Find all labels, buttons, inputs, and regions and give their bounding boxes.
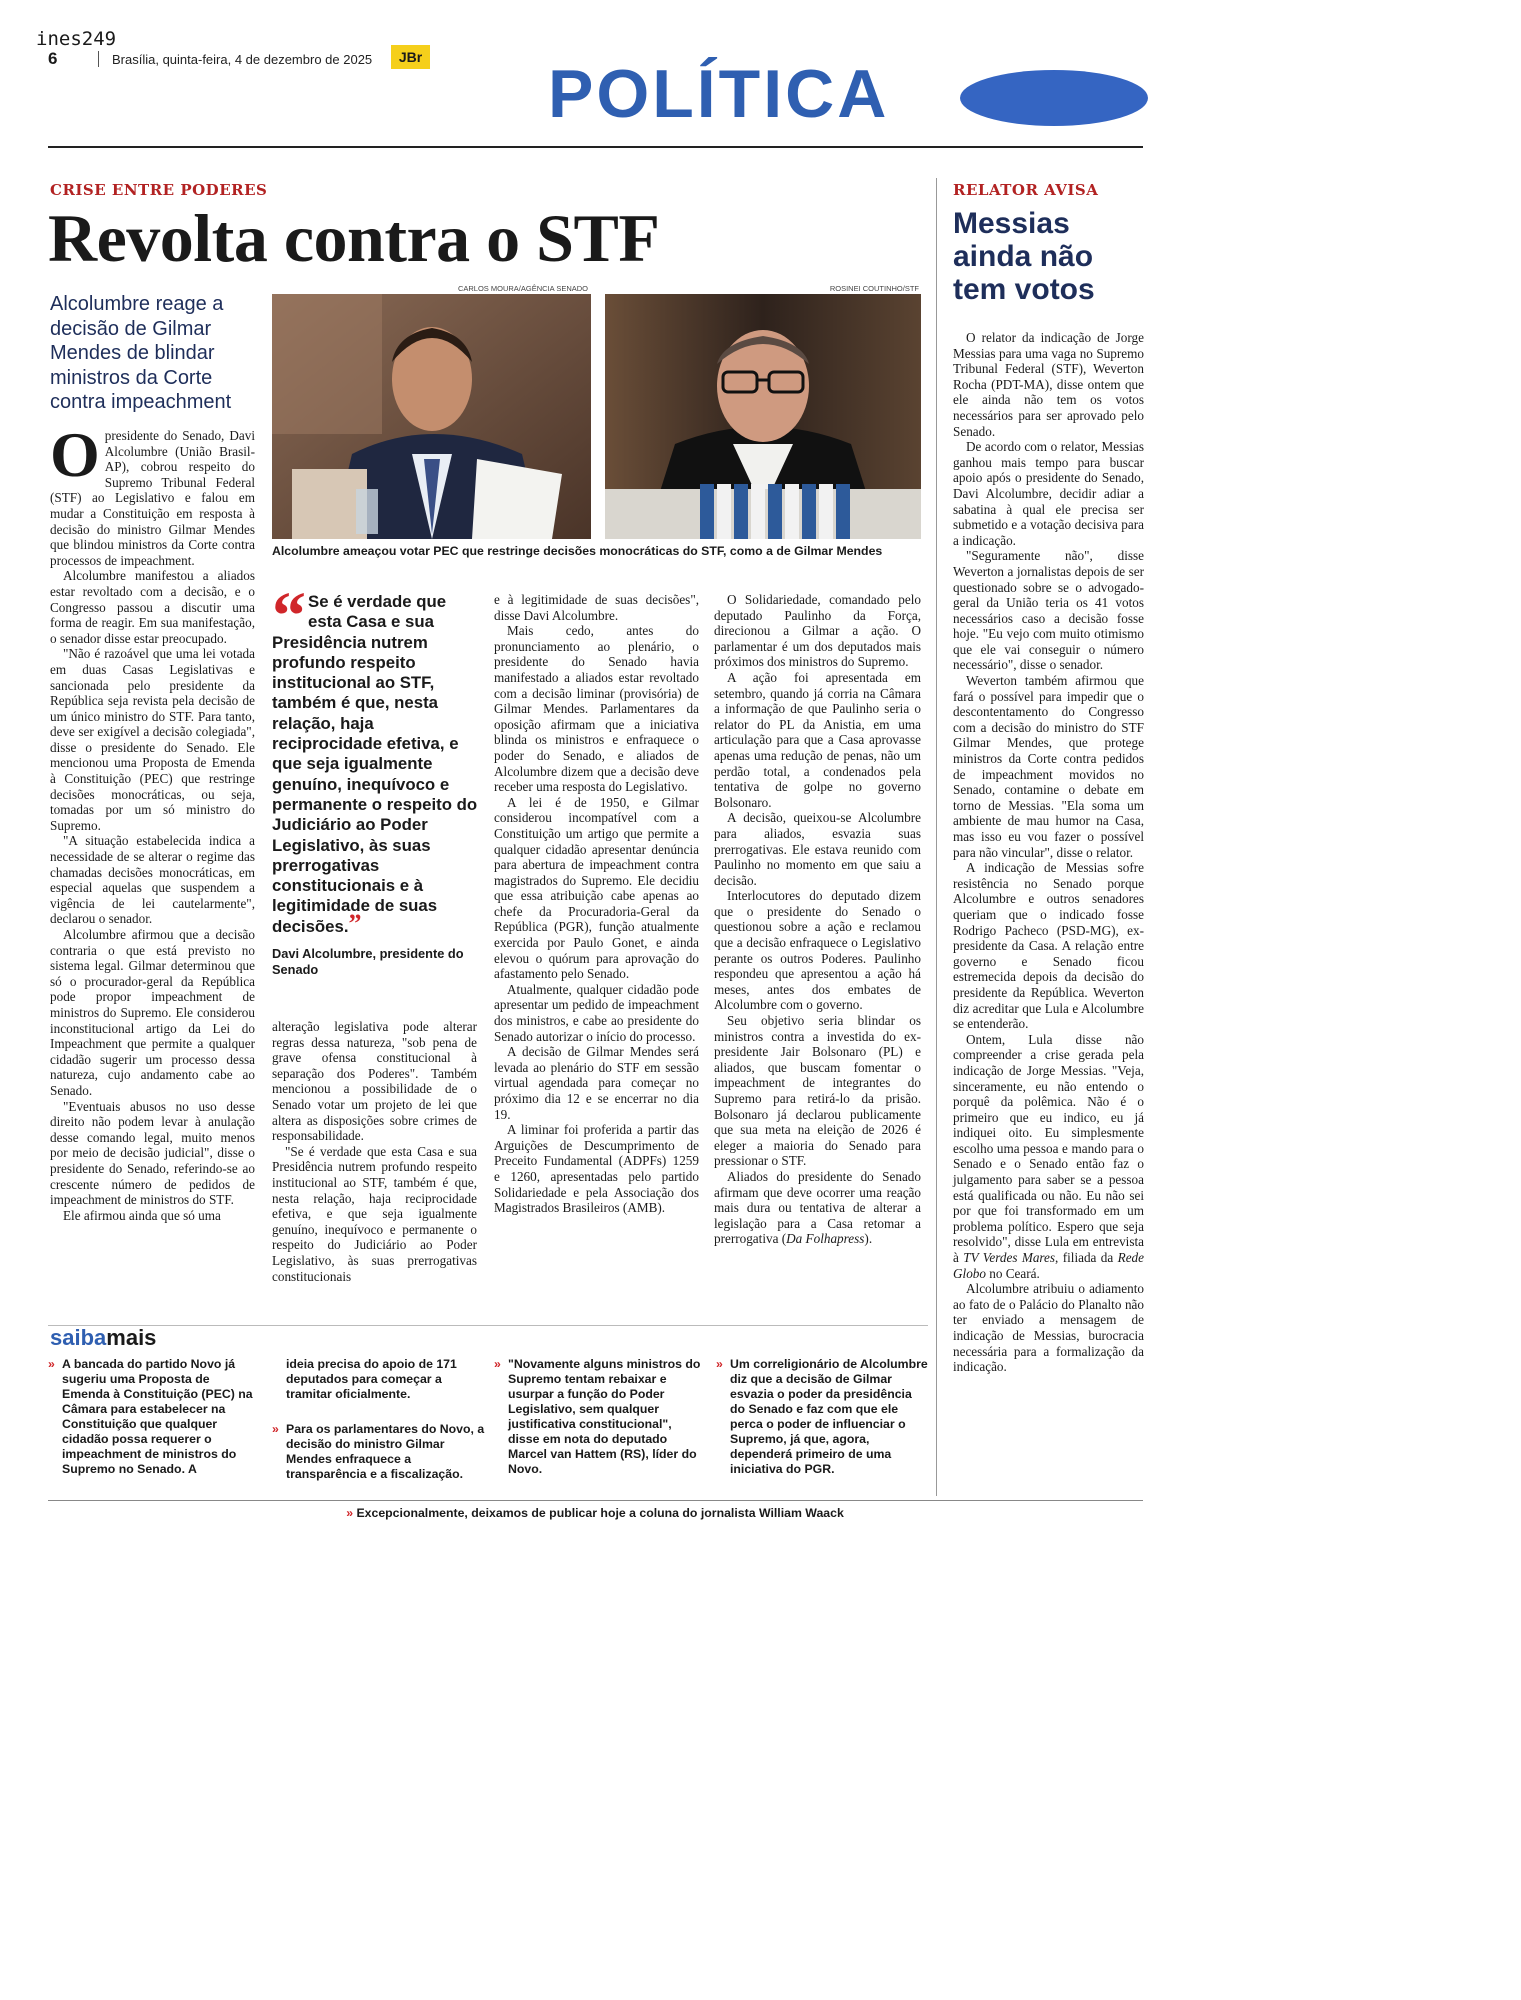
paragraph: De acordo com o relator, Messias ganhou mais tempo para buscar apoio após o presidente do Senado, Davi Alcolumbre, decidir adiar a sabatina à qual ele precisa ser submetido e a votação decisiva para a indicação. xyxy=(953,439,1144,548)
saiba-item: » Um correligionário de Alcolumbre diz que a decisão de Gilmar esvazia o poder da presidência do Senado e faz com que ele perca o poder de influenciar o Supremo, já que, agora, dependerá primeiro de uma iniciativa do PGR. xyxy=(716,1357,928,1476)
saiba-item: » "Novamente alguns ministros do Supremo tentam rebaixar e usurpar a função do Poder Legislativo, sem qualquer justificativa constitucional", disse em nota do deputado Marcel van Hattem (RS), líder do Novo. xyxy=(494,1357,701,1476)
paragraph: A ação foi apresentada em setembro, quando já corria na Câmara a informação de que Paulinho seria o relator do PL da Anistia, em uma articulação para que a Casa aprovasse apenas uma redução de penas, não um perdão total, a condenados pela tentativa de golpe no governo Bolsonaro. xyxy=(714,669,921,810)
tv-end: no Ceará. xyxy=(985,1265,1040,1281)
paragraph: Ele afirmou ainda que só uma xyxy=(63,1207,221,1223)
saiba-item: » A bancada do partido Novo já sugeriu uma Proposta de Emenda à Constituição (PEC) na Câmara para estabelecer na Constituição que qualquer cidadão possa requerer o impeachment de ministros do Supremo no Senado. A xyxy=(48,1357,253,1476)
quote-open-mark: “ xyxy=(272,577,306,653)
photo-caption: Alcolumbre ameaçou votar PEC que restringe decisões monocráticas do STF, como a de Gilmar Mendes xyxy=(272,544,883,558)
main-col-3 xyxy=(494,592,699,1216)
paragraph: "A situação estabelecida indica a necessidade de se alterar o regime das chamadas decisões monocráticas, em especial aquelas que suspendem a vigência de lei cautelarmente", declarou o senador. xyxy=(50,833,255,927)
saiba-rule xyxy=(48,1325,928,1326)
arrow-icon: » xyxy=(346,1506,354,1520)
side-body xyxy=(953,330,1144,1375)
dateline: Brasília, quinta-feira, 4 de dezembro de 2025 xyxy=(112,52,373,67)
paragraph: Mais cedo, antes do pronunciamento ao plenário, o presidente do Senado havia manifestado a aliados estar revoltado com a decisão liminar (provisória) de Gilmar Mendes. Parlamentares da oposição afirmam que a iniciativa blinda os ministros e enfraquece o poder do Senado, e aliados de Alcolumbre dizem que a decisão deve receber uma resposta do Legislativo. xyxy=(494,623,699,795)
paragraph: Aliados do presidente do Senado afirmam que deve ocorrer uma reação mais dura ou tentativa de alterar a legislação para a Casa retomar a prerrogativa xyxy=(714,1168,921,1247)
arrow-icon: » xyxy=(48,1357,55,1371)
main-col-1 xyxy=(50,419,255,1223)
paragraph: A liminar foi proferida a partir das Arguições de Descumprimento de Preceito Fundamental (ADPFs) 1259 e 1260, apresentadas pelo partido Solidariedade e pela Associação dos Magistrados Brasileiros (AMB). xyxy=(494,1122,699,1216)
section-ellipse xyxy=(960,70,1148,126)
paragraph: A decisão, queixou-se Alcolumbre para aliados, esvazia suas prerrogativas. Ele estava reunido com Paulinho no momento em que saiu a decisão. xyxy=(714,810,921,888)
side-kicker: RELATOR AVISA xyxy=(953,181,1099,199)
saiba-label-b: mais xyxy=(106,1325,157,1350)
main-deck: Alcolumbre reage a decisão de Gilmar Mendes de blindar ministros da Corte contra impeachment xyxy=(50,293,232,414)
header-rule xyxy=(48,146,1143,148)
paragraph: Interlocutores do deputado dizem que o presidente do Senado o questionou sobre a ação e reclamou que a decisão enfraquece o Legislativo perante os outros Poderes. Paulinho respondeu que apresentou a ação há meses, antes dos embates de Alcolumbre com o governo. xyxy=(714,888,921,1013)
source-close: ). xyxy=(864,1231,873,1247)
main-kicker: CRISE ENTRE PODERES xyxy=(50,181,268,199)
column-divider xyxy=(936,178,937,1496)
section-title: POLÍTICA xyxy=(548,56,890,132)
paragraph: presidente do Senado, Davi Alcolumbre (União Brasil-AP), cobrou respeito do Supremo Tribunal Federal (STF) ao Legislativo e falou em mudar a Constituição em resposta à decisão do ministro Gilmar Mendes que blindou ministros da Corte contra processos de impeachment. xyxy=(50,428,255,568)
source-credit: Da Folhapress xyxy=(786,1231,865,1247)
photo-gilmar-mendes xyxy=(605,294,921,539)
paragraph: Seu objetivo seria blindar os ministros contra a investida do ex-presidente Jair Bolsonaro (PL) e aliados, que buscam fomentar o impeachment de integrantes do Supremo para retirá-lo da prisão. Bolsonaro já declarou publicamente que sua meta na eleição de 2026 é eleger a maioria do Senado para pressionar o STF. xyxy=(714,1013,921,1169)
footer-note xyxy=(0,1506,1190,1520)
brand-logo: JBr xyxy=(391,45,430,69)
tv-name: TV Verdes Mares xyxy=(963,1250,1056,1266)
side-headline: Messias ainda não tem votos xyxy=(953,207,1095,306)
paragraph: "Se é verdade que esta Casa e sua Presidência nutrem profundo respeito institucional ao STF, também é que, nesta relação, haja reciprocidade efetiva, e que seja igualmente genuíno, inequívoco e permanente o respeito do Judiciário ao Poder Legislativo, às suas prerrogativas constitucionais xyxy=(272,1143,477,1284)
paragraph: alteração legislativa pode alterar regras dessa natureza, "sob pena de grave ofensa constitucional à separação dos Poderes". Também mencionou a possibilidade de o Senado votar um projeto de lei que altera as disposições sobre crimes de responsabilidade. xyxy=(272,1019,477,1144)
pull-quote xyxy=(272,577,482,938)
tv-network: Rede Globo xyxy=(953,1250,1144,1281)
paragraph: O Solidariedade, comandado pelo deputado Paulinho da Força, direcionou a Gilmar a ação. O parlamentar é um dos deputados mais próximos dos ministros do Supremo. xyxy=(714,592,921,670)
quote-close-mark: ” xyxy=(348,908,362,938)
saiba-label-a: saiba xyxy=(50,1325,107,1350)
footer-note-text: Excepcionalmente, deixamos de publicar hoje a coluna do jornalista William Waack xyxy=(356,1506,844,1520)
pull-quote-text: Se é verdade que esta Casa e sua Presidência nutrem profundo respeito institucional ao STF, também é que, nesta relação, haja reciprocidade efetiva, e que seja igualmente genuíno, inequívoco e permanente o respeito do Judiciário ao Poder Legislativo, às suas prerrogativas constitucionais e à legitimidade de suas decisões. xyxy=(272,592,478,936)
paragraph: Alcolumbre manifestou a aliados estar revoltado com a decisão, e o Congresso passou a discutir uma forma de reagir. Em sua manifestação, o senador disse estar preocupado. xyxy=(50,568,255,646)
paragraph: O relator da indicação de Jorge Messias para uma vaga no Supremo Tribunal Federal (STF), Weverton Rocha (PDT-MA), disse ontem que ele ainda não tem os votos necessários para ser aprovado pelo Senado. xyxy=(953,330,1144,439)
photo1-credit: CARLOS MOURA/AGÊNCIA SENADO xyxy=(457,284,588,293)
paragraph: Alcolumbre afirmou que a decisão contraria o que está previsto no sistema legal. Gilmar determinou que só o procurador-geral da República pode propor impeachment de ministros do Supremo. Ele considerou inconstitucional artigo da Lei do Impeachment que permite a qualquer cidadão sugerir um processo dessa natureza, cujo andamento cabe ao Senado. xyxy=(50,927,255,1098)
main-col-2 xyxy=(272,1019,477,1284)
paragraph: "Eventuais abusos no uso desse direito não podem levar à anulação desse comando legal, muito menos por meio de decisão judicial", disse o presidente do Senado, referindo-se ao crescente número de pedidos de impeachment de ministros do STF. xyxy=(50,1098,255,1208)
paragraph: Atualmente, qualquer cidadão pode apresentar um pedido de impeachment dos ministros, e cabe ao presidente do Senado autorizar o início do processo. xyxy=(494,981,699,1044)
arrow-icon: » xyxy=(272,1422,279,1436)
photo-alcolumbre xyxy=(272,294,591,539)
header-divider xyxy=(98,51,99,67)
pull-quote-attribution: Davi Alcolumbre, presidente do Senado xyxy=(272,946,464,977)
saiba-item: » Para os parlamentares do Novo, a decisão do ministro Gilmar Mendes enfraquece a transparência e a fiscalização. xyxy=(272,1422,485,1481)
paragraph: A lei é de 1950, e Gilmar considerou incompatível com a Constituição um artigo que permite a qualquer cidadão apresentar denúncia para abertura de impeachment contra magistrados do Supremo. Ele decidiu que essa atribuição cabe apenas ao chefe da Procuradoria-Geral da República (PGR), função atualmente exercida por Paulo Gonet, e ainda elevou o quórum para aprovação do afastamento pelo Senado. xyxy=(494,794,699,982)
paragraph: A decisão de Gilmar Mendes será levada ao plenário do STF em sessão virtual agendada para começar no próximo dia 12 e se encerrar no dia 19. xyxy=(494,1044,699,1122)
arrow-icon: » xyxy=(494,1357,501,1371)
paragraph: Ontem, Lula disse não compreender a crise gerada pela indicação de Jorge Messias. "Veja, sinceramente, eu não entendo o porquê da polêmica. Não é o primeiro que eu indico, eu já indiquei oito. Eu simplesmente escolho uma pessoa e mando para o Senado e o Senado então faz o julgamento para saber se a pessoa está qualificada ou não. Eu não sei por que foi transformado em um problema político. Espero que seja resolvido", disse Lula em entrevista à xyxy=(953,1031,1144,1266)
saiba-item: ideia precisa do apoio de 171 deputados para começar a tramitar oficialmente. xyxy=(286,1357,457,1401)
dropcap: O xyxy=(50,419,100,490)
paragraph: e à legitimidade de suas decisões", disse Davi Alcolumbre. xyxy=(494,592,699,623)
footer-rule xyxy=(48,1500,1143,1501)
photo2-credit: ROSINEI COUTINHO/STF xyxy=(829,284,919,293)
tv-mid: , filiada da xyxy=(1055,1250,1118,1266)
paragraph: "Seguramente não", disse Weverton a jornalistas depois de ser questionado sobre se o advogado-geral da União teria os 41 votos necessários caso a decisão fosse hoje. "Eu vejo com muito otimismo que ele vai conseguir o número necessário", disse o senador. xyxy=(953,548,1144,673)
saiba-mais-label xyxy=(50,1325,156,1351)
main-headline: Revolta contra o STF xyxy=(48,200,660,276)
paragraph: Alcolumbre atribuiu o adiamento ao fato de o Palácio do Planalto não ter enviado a mensagem de indicação de Messias, burocracia necessária para a formalização da indicação. xyxy=(953,1281,1144,1375)
paragraph: "Não é razoável que uma lei votada em duas Casas Legislativas e sancionada pelo presidente da República seja revista pela decisão de um único ministro do STF. Para tanto, deve ser exigível a decisão colegiada", disse o presidente do Senado. Ele mencionou uma Proposta de Emenda à Constituição (PEC) que restringe decisões monocráticas, ou seja, tomadas por um só ministro do Supremo. xyxy=(50,646,255,833)
page-number: 6 xyxy=(48,49,58,68)
arrow-icon: » xyxy=(716,1357,723,1371)
handwritten-id: ines249 xyxy=(36,28,117,50)
paragraph: A indicação de Messias sofre resistência no Senado porque Alcolumbre e outros senadores queriam que o indicado fosse Rodrigo Pacheco (PSD-MG), ex-presidente da Casa. A relação entre governo e Senado ficou estremecida depois da decisão do presidente da República. Weverton diz acreditar que Lula e Alcolumbre se entenderão. xyxy=(953,860,1144,1032)
main-col-4: O Solidariedade, comandado pelo deputado Paulinho da Força, direcionou a Gilmar a ação. O parlamentar é um dos deputados mais próximos dos ministros do Supremo. A ação foi apresentada em setembro, quando já corria na Câmara a informação de que Paulinho seria o relator do PL da Anistia, em uma articulação para que a Casa aprovasse apenas uma redução de penas, não um perdão total, a condenados pela tentativa de golpe no governo Bolsonaro. A decisão, queixou-se Alcolumbre para aliados, esvazia suas prerrogativas. Ele estava reunido com Paulinho no momento em que saiu a decisão. Interlocutores do deputado dizem que o presidente do Senado o questionou sobre a ação e reclamou que a decisão enfraquece o Legislativo perante os outros Poderes. Paulinho respondeu que apresentou a ação há meses, antes dos embates de Alcolumbre com o governo. Seu objetivo seria blindar os ministros contra a investida do ex-presidente Jair Bolsonaro (PL) e aliados, que buscam fomentar o impeachment de integrantes do Supremo para retirá-lo da prisão. Bolsonaro já declarou publicamente que sua meta na eleição de 2026 é eleger a maioria do Senado para pressionar o STF. Aliados do presidente do Senado afirmam que deve ocorrer uma reação mais dura ou tentativa de alterar a legislação para a Casa retomar a prerrogativa (Da Folhapress). xyxy=(714,592,921,1247)
paragraph: Weverton também afirmou que fará o possível para impedir que o descontentamento do Congresso com a decisão do ministro do STF Gilmar Mendes, que protege ministros da Corte contra pedidos de impeachment movidos no Senado, contamine o debate em torno de Messias. "Ela soma um ambiente de mau humor na Casa, mas isso eu vou fazer o possível para não vincular", disse o relator. xyxy=(953,673,1144,860)
